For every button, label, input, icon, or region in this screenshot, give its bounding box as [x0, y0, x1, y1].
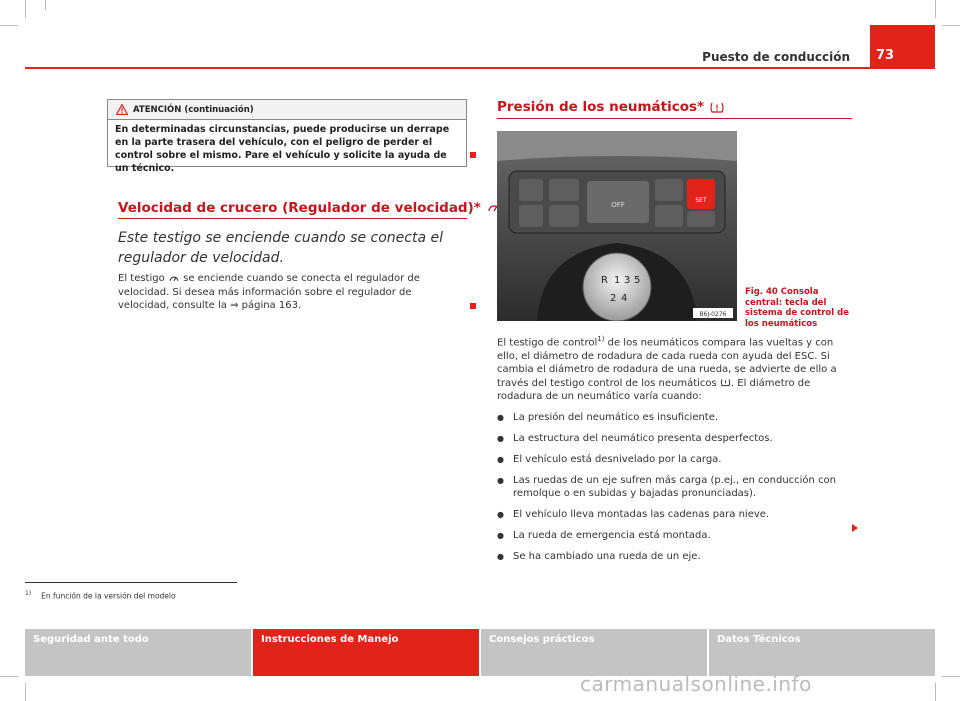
- footnote-marker: 1): [25, 590, 32, 597]
- list-item: ● Se ha cambiado una rueda de un eje.: [497, 550, 857, 563]
- list-item: ● La presión del neumático es insuficiente.: [497, 411, 857, 424]
- watermark: carmanualsonline.info: [580, 672, 812, 696]
- crop-mark: [25, 0, 26, 18]
- nav-tab-datos[interactable]: Datos Técnicos: [709, 629, 935, 676]
- section-end-marker: [470, 303, 476, 309]
- header-rule: [25, 67, 935, 69]
- tire-set-label: SET: [695, 197, 707, 204]
- gear-label: 2: [610, 293, 617, 304]
- list-item: ● La rueda de emergencia está montada.: [497, 529, 857, 542]
- center-console-illustration: [497, 131, 737, 321]
- page-link[interactable]: ⇒ página 163.: [230, 300, 302, 311]
- nav-tab-consejos[interactable]: Consejos prácticos: [481, 629, 707, 676]
- warning-triangle-icon: [116, 104, 128, 115]
- tire-title-rule: [497, 118, 852, 119]
- gear-label: 4: [621, 293, 628, 304]
- section-end-marker: [470, 152, 476, 158]
- warning-box: [107, 99, 467, 174]
- crop-mark: [935, 683, 936, 701]
- list-item: ● El vehículo está desnivelado por la carga.: [497, 453, 857, 466]
- crop-mark: [0, 676, 18, 677]
- footnote: [25, 590, 176, 601]
- figure-caption: Fig. 40 Consola central: tecla del sistema de control de los neumáticos: [745, 287, 849, 329]
- crop-mark: [45, 0, 46, 10]
- crop-mark: [942, 25, 960, 26]
- cruise-title-rule: [118, 218, 467, 219]
- running-header: Puesto de conducción: [702, 50, 850, 64]
- cruise-body-text-a: El testigo: [118, 273, 165, 284]
- warning-text: En determinadas circunstancias, puede producirse un derrape en la parte trasera del vehículo, con el peligro de perder el control sobre el mismo. Pare el vehículo y solicite la ayuda de un técnico.: [115, 124, 450, 174]
- gear-label: R: [601, 275, 608, 286]
- cruise-section-title: [118, 200, 502, 216]
- esc-off-label: OFF: [611, 201, 625, 209]
- nav-tab-instrucciones[interactable]: Instrucciones de Manejo: [253, 629, 479, 676]
- chapter-nav: [25, 629, 935, 676]
- gear-label: 5: [634, 275, 641, 286]
- crop-mark: [25, 683, 26, 701]
- tire-pressure-icon: [720, 378, 731, 387]
- tire-paragraph-text-a: El testigo de control: [497, 337, 598, 349]
- tire-paragraph: [497, 333, 857, 404]
- list-item: ● El vehículo lleva montadas las cadenas para nieve.: [497, 508, 857, 521]
- footnote-rule: [25, 582, 237, 583]
- tire-section-title: [497, 99, 725, 115]
- tire-paragraph-text-c: . El diámetro de rodadura de un neumático varía cuando:: [497, 377, 811, 403]
- gear-label: 3: [624, 275, 631, 286]
- tire-conditions-list: [497, 411, 857, 571]
- list-item: ● Las ruedas de un eje sufren más carga (p.ej., en conducción con remolque o en subidas y bajadas pronunciadas).: [497, 474, 857, 500]
- console-figure: [497, 131, 737, 321]
- footnote-text: En función de la versión del modelo: [41, 591, 176, 601]
- footnote-ref: 1): [597, 335, 605, 343]
- tire-pressure-icon: [709, 101, 725, 114]
- gear-label: 1: [614, 275, 621, 286]
- tire-set-button: [687, 179, 715, 209]
- continue-arrow-icon: [852, 524, 858, 532]
- warning-header: [108, 100, 466, 120]
- tire-paragraph-text-b: de los neumáticos compara las vueltas y con ello, el diámetro de rodadura de cada rueda con ayuda del ESC. Si cambia el diámetro de rodadura de una rueda, se advierte de ello a través del testigo control de los neumáticos: [497, 337, 837, 389]
- nav-tab-seguridad[interactable]: Seguridad ante todo: [25, 629, 251, 676]
- tire-title-text: Presión de los neumáticos*: [497, 99, 705, 115]
- figure-code: B6J-0276: [699, 311, 727, 318]
- cruise-control-icon: [168, 274, 180, 283]
- crop-mark: [935, 0, 936, 18]
- crop-mark: [942, 676, 960, 677]
- warning-heading: ATENCIÓN (continuación): [133, 104, 254, 115]
- cruise-body-text-b: se enciende cuando se conecta el regulador de velocidad. Si desea más información sobre el regulador de velocidad, consulte la: [118, 273, 420, 311]
- cruise-body: [118, 272, 463, 313]
- page-number: 73: [870, 25, 935, 67]
- crop-mark: [0, 25, 18, 26]
- cruise-title-text: Velocidad de crucero (Regulador de velocidad)*: [118, 200, 481, 216]
- cruise-intro: Este testigo se enciende cuando se conecta el regulador de velocidad.: [118, 230, 443, 266]
- list-item: ● La estructura del neumático presenta desperfectos.: [497, 432, 857, 445]
